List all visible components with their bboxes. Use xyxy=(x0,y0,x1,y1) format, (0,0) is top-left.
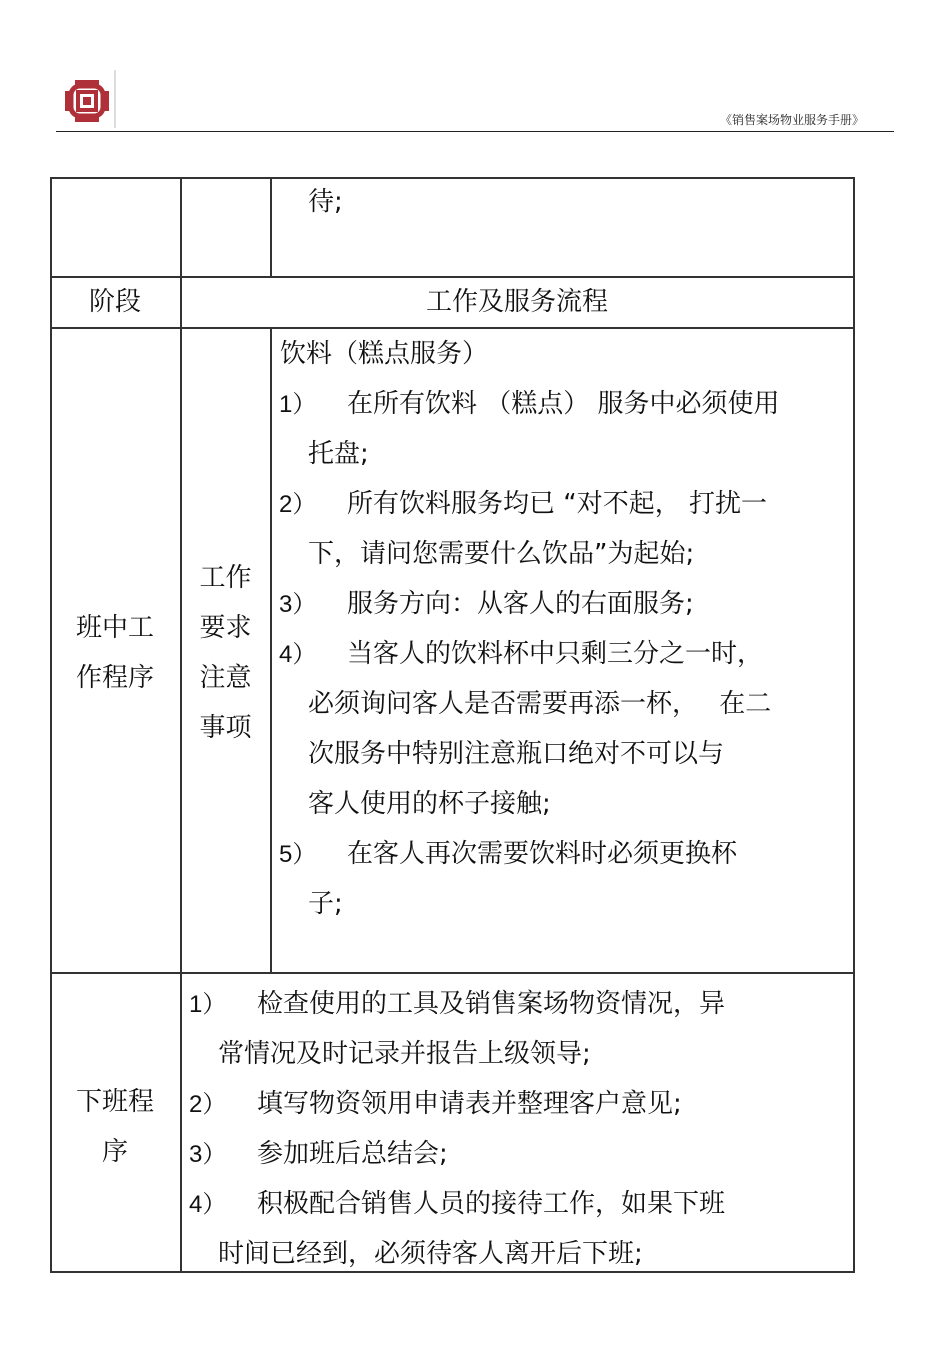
section-title: 饮料（糕点服务） xyxy=(280,339,489,369)
row-divider xyxy=(50,276,855,278)
item-text-line: 子; xyxy=(308,889,343,919)
item-text-line: 托盘; xyxy=(308,439,369,469)
item-number: 4） xyxy=(189,1191,227,1218)
table-border-top xyxy=(50,177,855,179)
item-number: 1） xyxy=(279,391,317,418)
process-column-header: 工作及服务流程 xyxy=(425,287,608,317)
item-text-line: 积极配合销售人员的接待工作，如果下班 xyxy=(257,1189,726,1219)
stage-cell-line: 下班程 xyxy=(75,1087,154,1117)
item-number: 2） xyxy=(279,491,317,518)
row-divider xyxy=(50,327,855,329)
stage-cell-line: 班中工 xyxy=(75,613,154,643)
item-text-line: 时间已经到，必须待客人离开后下班; xyxy=(218,1239,643,1269)
sub-cell-line: 工作 xyxy=(199,563,252,593)
item-number: 3） xyxy=(189,1141,227,1168)
column-divider xyxy=(270,177,272,277)
item-text-line: 所有饮料服务均已 “对不起， 打扰一 xyxy=(347,489,767,519)
company-logo-icon xyxy=(58,70,116,128)
item-text-line: 常情况及时记录并报告上级领导; xyxy=(218,1039,591,1069)
item-text-line: 在客人再次需要饮料时必须更换杯 xyxy=(347,839,738,869)
item-text-line: 次服务中特别注意瓶口绝对不可以与 xyxy=(308,739,725,769)
item-text-line: 客人使用的杯子接触; xyxy=(308,789,551,819)
item-number: 1） xyxy=(189,991,227,1018)
item-text-line: 当客人的饮料杯中只剩三分之一时， xyxy=(347,639,764,669)
stage-cell-line: 作程序 xyxy=(75,663,154,693)
table-border-right xyxy=(853,177,855,1272)
table-border-bottom xyxy=(50,1271,855,1273)
item-text-line: 下，请问您需要什么饮品”为起始; xyxy=(308,539,695,569)
continuation-text: 待; xyxy=(308,187,343,217)
sub-cell-line: 要求 xyxy=(199,613,252,643)
document-title: 《销售案场物业服务手册》 xyxy=(719,113,864,127)
item-text-line: 参加班后总结会; xyxy=(257,1139,448,1169)
item-number: 2） xyxy=(189,1091,227,1118)
item-text-line: 在所有饮料 （糕点） 服务中必须使用 xyxy=(347,389,780,419)
stage-column-header: 阶段 xyxy=(88,287,141,317)
page-header xyxy=(0,0,950,140)
item-text-line: 填写物资领用申请表并整理客户意见; xyxy=(257,1089,682,1119)
column-divider xyxy=(270,328,272,973)
item-text-line: 检查使用的工具及销售案场物资情况，异 xyxy=(257,989,726,1019)
item-text-line: 必须询问客人是否需要再添一杯， 在二 xyxy=(308,689,772,719)
item-text-line: 服务方向：从客人的右面服务; xyxy=(347,589,694,619)
item-number: 3） xyxy=(279,591,317,618)
sub-cell-line: 事项 xyxy=(199,713,252,743)
row-divider xyxy=(50,972,855,974)
sub-cell-line: 注意 xyxy=(199,663,252,693)
item-number: 5） xyxy=(279,841,317,868)
stage-cell-line: 序 xyxy=(101,1137,128,1167)
header-divider xyxy=(56,131,894,132)
item-number: 4） xyxy=(279,641,317,668)
process-table xyxy=(50,177,855,1272)
